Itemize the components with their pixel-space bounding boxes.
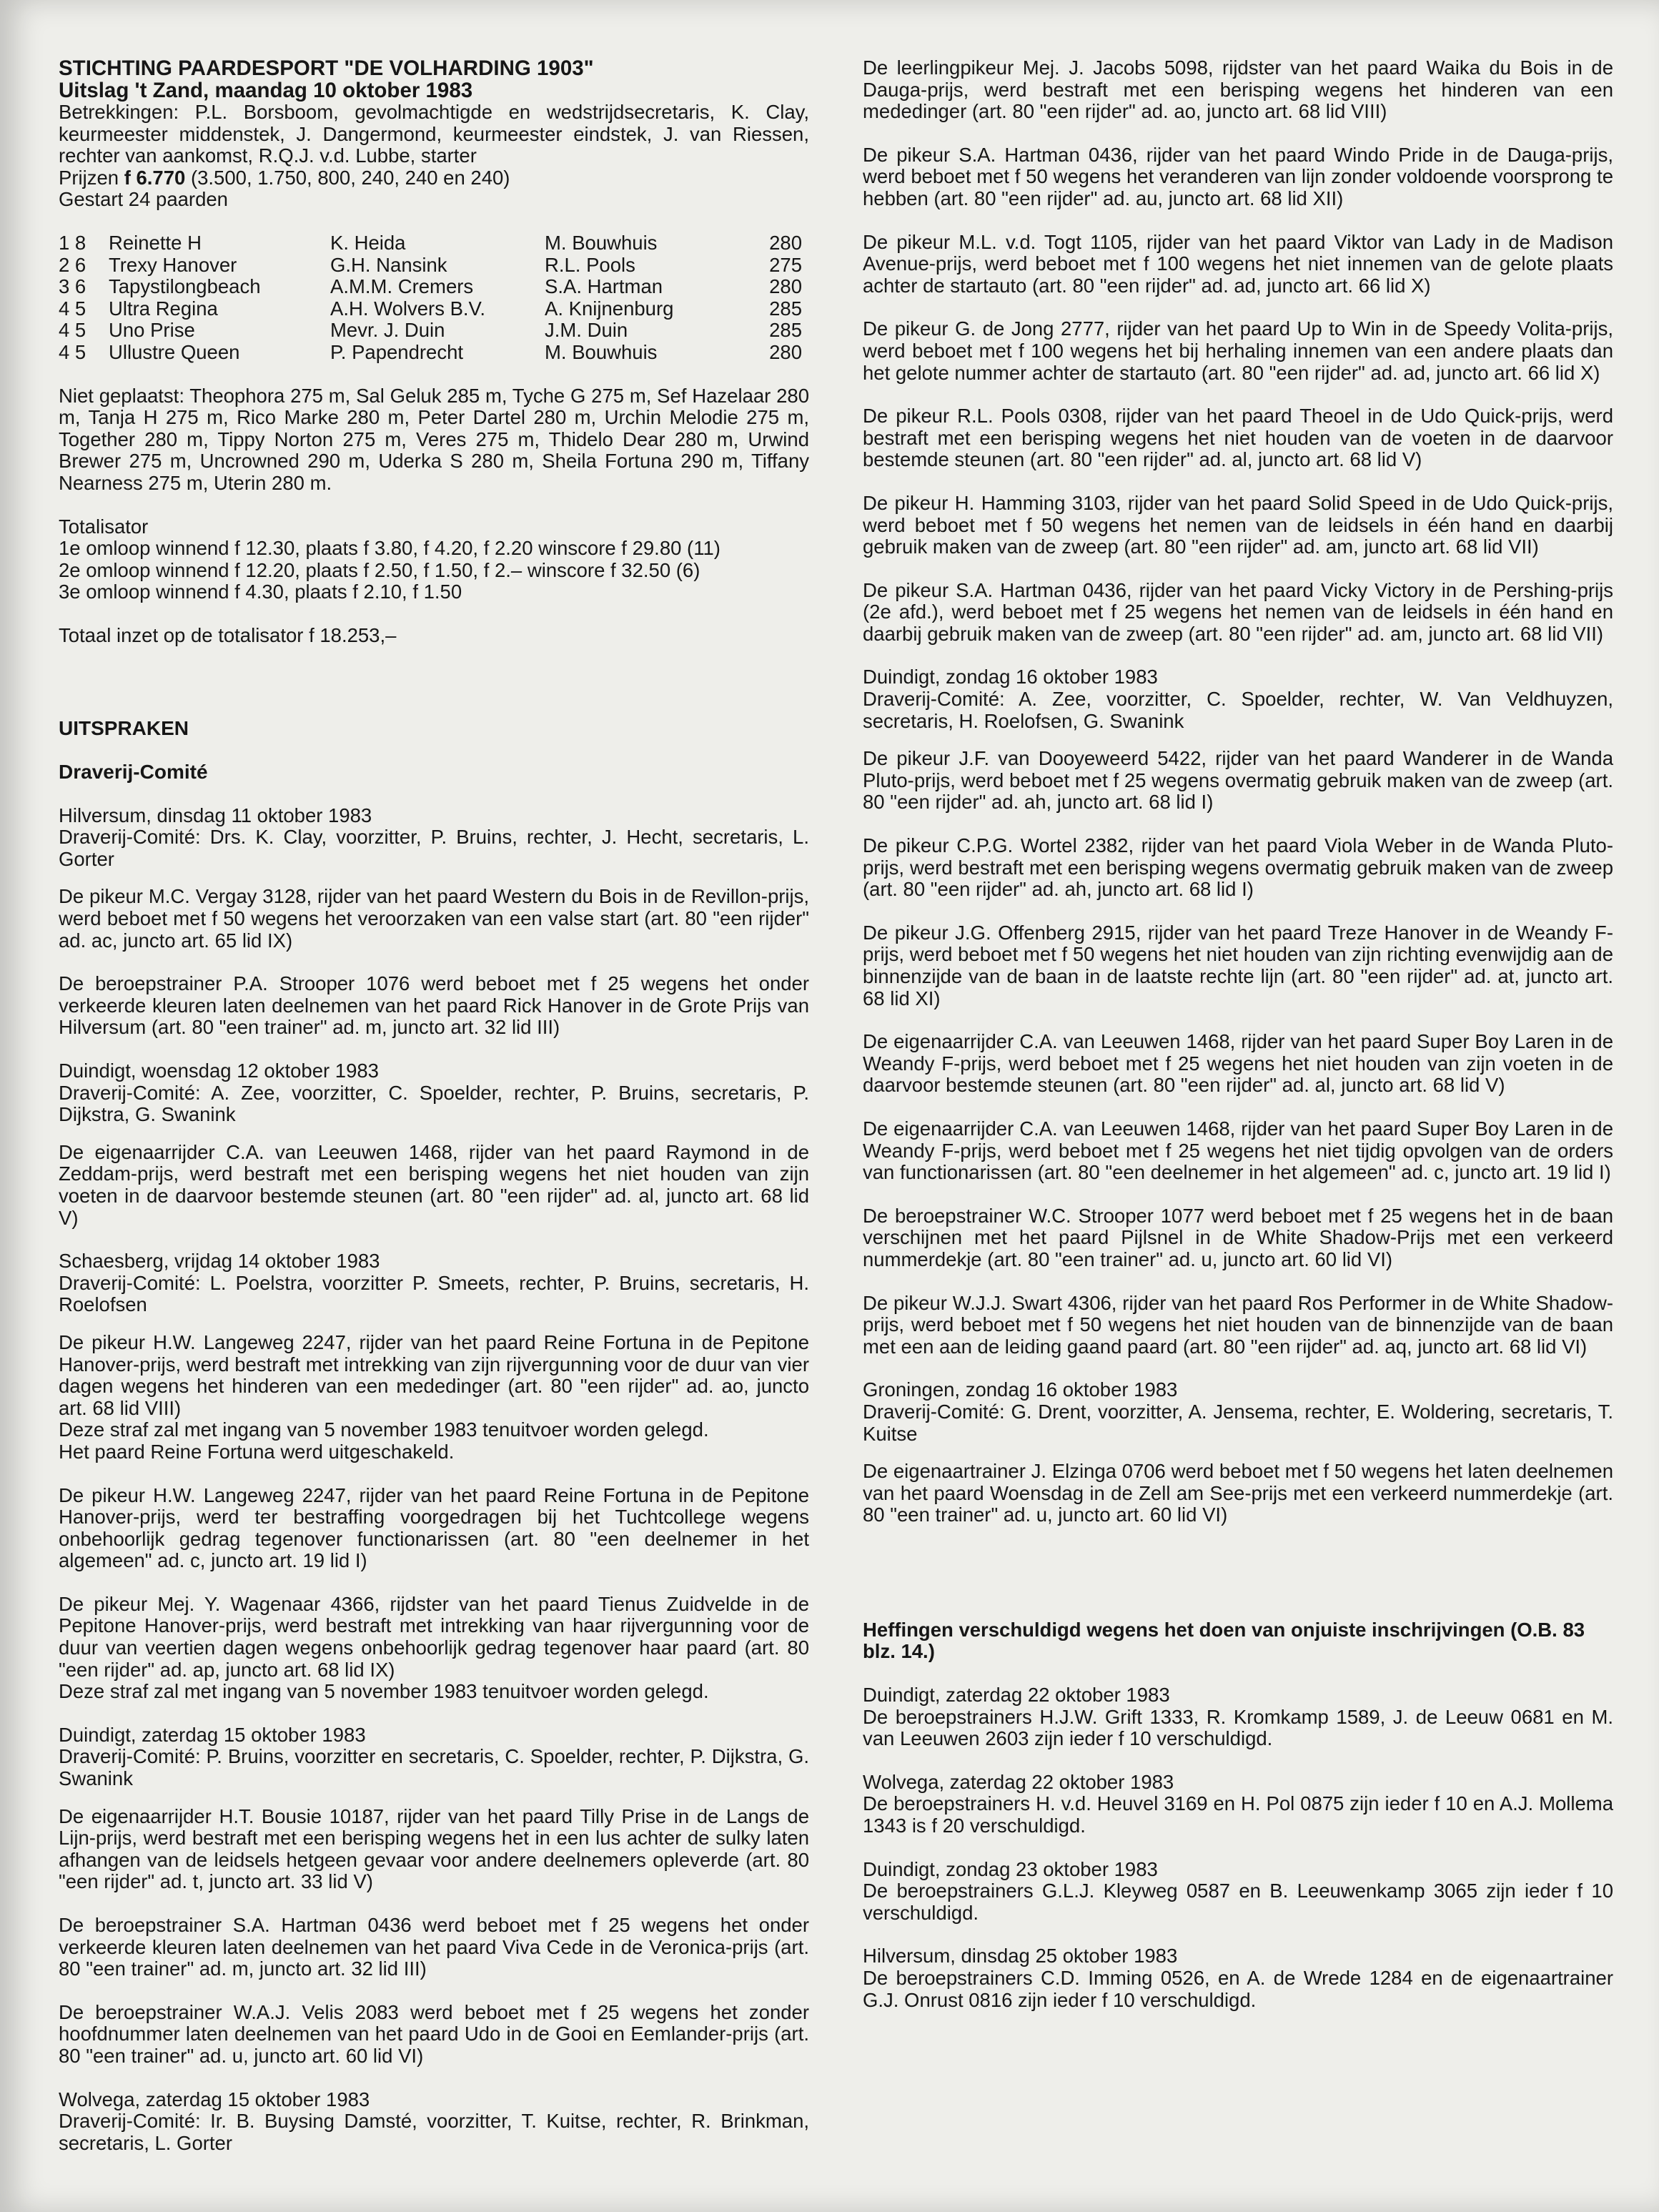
meeting-heading: Duindigt, woensdag 12 oktober 1983 bbox=[59, 1060, 379, 1082]
prijzen-detail: (3.500, 1.750, 800, 240, 240 en 240) bbox=[185, 166, 510, 189]
ruling-block bbox=[863, 318, 1613, 384]
heffing-meeting: Wolvega, zaterdag 22 oktober 1983 bbox=[863, 1770, 1174, 1793]
ruling-block bbox=[863, 1293, 1613, 1358]
ruling-block bbox=[59, 1594, 809, 1703]
meeting-block bbox=[863, 666, 1613, 732]
comite-members: Draverij-Comité: A. Zee, voorzitter, C. Spoelder, rechter, W. Van Veldhuyzen, secretaris, H. Roelofsen, G. Swanink bbox=[863, 688, 1613, 732]
ruling-block bbox=[863, 1118, 1613, 1184]
ruling-block bbox=[59, 1142, 809, 1229]
totalisator-row: 1e omloop winnend f 12.30, plaats f 3.80, f 4.20, f 2.20 winscore f 29.80 (11) bbox=[59, 537, 720, 560]
meeting-block bbox=[59, 805, 809, 871]
ruling-text: De beroepstrainer W.C. Strooper 1077 werd beboet met f 25 wegens het in de baan verschijnen met het paard Pijlsnel in de White Shadow-Prijs met een verkeerd nummerdekje (art. 80 "een trainer" ad. u, juncto art. 60 lid VI) bbox=[863, 1204, 1613, 1270]
ruling-text: De pikeur W.J.J. Swart 4306, rijder van het paard Ros Performer in de White Shadow-prijs, werd beboet met f 50 wegens het niet houden van de binnenzijde van de baan met een aan de leiding gaand paard (art. 80 "een rijder" ad. aq, juncto art. 68 lid VI) bbox=[863, 1291, 1613, 1358]
result-distance: 280 bbox=[769, 231, 802, 254]
ruling-text: De pikeur M.L. v.d. Togt 1105, rijder van het paard Viktor van Lady in de Madison Avenue-prijs, werd beboet met f 100 wegens het niet innemen van de gelote plaats achter de startauto (art. 80 "een rijder" ad. ad, juncto art. 66 lid X) bbox=[863, 230, 1613, 297]
ruling-note: Het paard Reine Fortuna werd uitgeschakeld. bbox=[59, 1440, 455, 1463]
ruling-text: De pikeur S.A. Hartman 0436, rijder van het paard Windo Pride in de Dauga-prijs, werd beboet met f 50 wegens het veranderen van lijn zonder voldoende voorsprong te hebben (art. 80 "een rijder" ad. au, juncto art. 68 lid XII) bbox=[863, 143, 1613, 209]
ruling-text: De pikeur Mej. Y. Wagenaar 4366, rijdster van het paard Tienus Zuidvelde in de Pepitone Hanover-prijs, werd bestraft met intrekking van haar rijvergunning voor de duur van veertien dagen wegens onbehoorlijk gedrag tegenover haar paard (art. 80 "een rijder" ad. ap, juncto art. 68 lid IX) bbox=[59, 1592, 809, 1681]
heffing-text: De beroepstrainers H. v.d. Heuvel 3169 en H. Pol 0875 zijn ieder f 10 en A.J. Mollema 1343 is f 20 verschuldigd. bbox=[863, 1792, 1613, 1837]
ruling-note: Deze straf zal met ingang van 5 november 1983 tenuitvoer worden gelegd. bbox=[59, 1680, 709, 1703]
totalisator-row: 3e omloop winnend f 4.30, plaats f 2.10, f 1.50 bbox=[59, 581, 462, 603]
ruling-text: De leerlingpikeur Mej. J. Jacobs 5098, rijdster van het paard Waika du Bois in de Dauga-prijs, werd bestraft met een berisping wegens het hinderen van een mededinger (art. 80 "een rijder" ad. ao, juncto art. 68 lid VIII) bbox=[863, 56, 1613, 123]
meeting-heading: Wolvega, zaterdag 15 oktober 1983 bbox=[59, 2088, 370, 2110]
ruling-block bbox=[863, 922, 1613, 1009]
ruling-text: De pikeur R.L. Pools 0308, rijder van het paard Theoel in de Udo Quick-prijs, werd bestraft met een berisping wegens het niet houden van de voeten in de daarvoor bestemde steunen (art. 80 "een rijder" ad. al, juncto art. 68 lid V) bbox=[863, 405, 1613, 471]
comite-members: Draverij-Comité: Drs. K. Clay, voorzitter, P. Bruins, rechter, J. Hecht, secretaris, L. Gorter bbox=[59, 826, 809, 870]
document-subtitle: Uitslag 't Zand, maandag 10 oktober 1983 bbox=[59, 79, 473, 102]
betrekkingen-text: Betrekkingen: P.L. Borsboom, gevolmachtigde en wedstrijdsecretaris, K. Clay, keurmeester middenstek, J. Dangermond, keurmeester eindstek, J. van Riessen, rechter van aankomst, R.Q.J. v.d. Lubbe, starter bbox=[59, 101, 809, 167]
ruling-text: De beroepstrainer P.A. Strooper 1076 werd beboet met f 25 wegens het onder verkeerde kleuren laten deelnemen van het paard Rick Hanover in de Grote Prijs van Hilversum (art. 80 "een trainer" ad. m, juncto art. 32 lid III) bbox=[59, 972, 809, 1039]
meeting-block bbox=[59, 1060, 809, 1126]
result-rider: M. Bouwhuis bbox=[545, 231, 658, 254]
result-owner: G.H. Nansink bbox=[330, 253, 447, 276]
result-owner: K. Heida bbox=[330, 231, 406, 254]
totalisator-total: Totaal inzet op de totalisator f 18.253,– bbox=[59, 623, 397, 646]
ruling-block bbox=[59, 2002, 809, 2068]
ruling-text: De pikeur J.F. van Dooyeweerd 5422, rijder van het paard Wanderer in de Wanda Pluto-prijs, werd beboet met f 25 wegens overmatig gebruik maken van de zweep (art. 80 "een rijder" ad. ah, juncto art. 68 lid I) bbox=[863, 747, 1613, 814]
heffing-meeting: Hilversum, dinsdag 25 oktober 1983 bbox=[863, 1945, 1178, 1967]
ruling-text: De pikeur G. de Jong 2777, rijder van het paard Up to Win in de Speedy Volita-prijs, werd beboet met f 100 wegens het bij herhaling innemen van een andere plaats dan het gelote nummer achter de startauto (art. 80 "een rijder" ad. ad, juncto art. 66 lid X) bbox=[863, 317, 1613, 384]
ruling-block bbox=[59, 1332, 809, 1463]
result-position: 1 8 bbox=[59, 231, 86, 254]
comite-members: Draverij-Comité: Ir. B. Buysing Damsté, voorzitter, T. Kuitse, rechter, R. Brinkman, secretaris, L. Gorter bbox=[59, 2110, 809, 2154]
heffing-meeting: Duindigt, zaterdag 22 oktober 1983 bbox=[863, 1684, 1170, 1707]
right-rulings bbox=[863, 57, 1613, 1526]
ruling-text: De eigenaartrainer J. Elzinga 0706 werd beboet met f 50 wegens het laten deelnemen van het paard Woensdag in de Zell am See-prijs met een verkeerd nummerdekje (art. 80 "een trainer" ad. u, juncto art. 60 lid VI) bbox=[863, 1460, 1613, 1526]
ruling-block bbox=[59, 886, 809, 952]
ruling-block bbox=[863, 748, 1613, 814]
ruling-text: De pikeur M.C. Vergay 3128, rijder van het paard Western du Bois in de Revillon-prijs, werd beboet met f 50 wegens het veroorzaken van een valse start (art. 80 "een rijder" ad. ac, juncto art. 65 lid IX) bbox=[59, 885, 809, 952]
meeting-heading: Schaesberg, vrijdag 14 oktober 1983 bbox=[59, 1250, 380, 1273]
prijzen-label: Prijzen bbox=[59, 166, 124, 189]
result-distance: 280 bbox=[769, 275, 802, 298]
ruling-note: Deze straf zal met ingang van 5 november 1983 tenuitvoer worden gelegd. bbox=[59, 1418, 709, 1441]
heffing-item bbox=[863, 1859, 1613, 1925]
ruling-text: De pikeur S.A. Hartman 0436, rijder van het paard Vicky Victory in de Pershing-prijs (2e afd.), werd beboet met f 25 wegens het nemen van de leidsels in één hand en daarbij gebruik maken van de zweep (art. 80 "een rijder" ad. am, juncto art. 68 lid VII) bbox=[863, 578, 1613, 645]
result-owner: A.H. Wolvers B.V. bbox=[330, 297, 486, 320]
ruling-text: De beroepstrainer S.A. Hartman 0436 werd beboet met f 25 wegens het onder verkeerde kleuren laten deelnemen van het paard Viva Cede in de Veronica-prijs (art. 80 "een trainer" ad. m, juncto art. 32 lid III) bbox=[59, 1914, 809, 1980]
result-position: 4 5 bbox=[59, 319, 86, 342]
heffing-text: De beroepstrainers G.L.J. Kleyweg 0587 en B. Leeuwenkamp 3065 zijn ieder f 10 verschuldigd. bbox=[863, 1880, 1613, 1924]
left-rulings bbox=[59, 805, 809, 2155]
ruling-block bbox=[863, 1461, 1613, 1526]
right-column bbox=[863, 57, 1613, 2033]
left-column bbox=[59, 57, 809, 2170]
meeting-heading: Duindigt, zaterdag 15 oktober 1983 bbox=[59, 1723, 366, 1746]
meeting-heading: Groningen, zondag 16 oktober 1983 bbox=[863, 1378, 1178, 1401]
document-title: STICHTING PAARDESPORT "DE VOLHARDING 1903" bbox=[59, 56, 594, 80]
result-distance: 285 bbox=[769, 297, 802, 320]
ruling-text: De beroepstrainer W.A.J. Velis 2083 werd beboet met f 25 wegens het zonder hoofdnummer laten deelnemen van het paard Udo in de Gooi en Eemlander-prijs (art. 80 "een trainer" ad. u, juncto art. 60 lid VI) bbox=[59, 2000, 809, 2067]
heffing-item bbox=[863, 1772, 1613, 1837]
totalisator-row: 2e omloop winnend f 12.20, plaats f 2.50, f 1.50, f 2.– winscore f 32.50 (6) bbox=[59, 558, 700, 581]
result-distance: 285 bbox=[769, 319, 802, 342]
results-table bbox=[59, 232, 809, 364]
heffing-text: De beroepstrainers H.J.W. Grift 1333, R. Kromkamp 1589, J. de Leeuw 0681 en M. van Leeuwen 2603 zijn ieder f 10 verschuldigd. bbox=[863, 1705, 1613, 1750]
result-position: 4 5 bbox=[59, 297, 86, 320]
ruling-text: De eigenaarrijder C.A. van Leeuwen 1468, rijder van het paard Super Boy Laren in de Weandy F-prijs, werd beboet met f 25 wegens het niet tijdig opvolgen van de orders van functionarissen (art. 80 "een deelnemer in het algemeen" ad. c, juncto art. 19 lid I) bbox=[863, 1117, 1613, 1184]
ruling-block bbox=[863, 144, 1613, 210]
result-horse: Trexy Hanover bbox=[109, 253, 237, 276]
totalisator-label: Totalisator bbox=[59, 515, 149, 538]
comite-members: Draverij-Comité: P. Bruins, voorzitter en secretaris, C. Spoelder, rechter, P. Dijkstra, G. Swanink bbox=[59, 1745, 809, 1790]
ruling-block bbox=[863, 493, 1613, 558]
comite-members: Draverij-Comité: G. Drent, voorzitter, A. Jensema, rechter, E. Woldering, secretaris, T. Kuitse bbox=[863, 1400, 1613, 1445]
ruling-text: De pikeur J.G. Offenberg 2915, rijder van het paard Treze Hanover in de Weandy F-prijs, werd beboet met f 50 wegens het niet houden van zijn richting evenwijdig aan de binnenzijde van de baan in de laatste rechte lijn (art. 80 "een rijder" ad. at, juncto art. 68 lid XI) bbox=[863, 921, 1613, 1009]
result-position: 3 6 bbox=[59, 275, 86, 298]
ruling-text: De pikeur H. Hamming 3103, rijder van het paard Solid Speed in de Udo Quick-prijs, werd beboet met f 50 wegens het nemen van de leidsels in één hand en daarbij gebruik maken van de zweep (art. 80 "een rijder" ad. am, juncto art. 68 lid VII) bbox=[863, 491, 1613, 558]
ruling-block bbox=[59, 1915, 809, 1980]
meeting-heading: Duindigt, zondag 16 oktober 1983 bbox=[863, 666, 1158, 688]
result-horse: Ullustre Queen bbox=[109, 340, 240, 363]
ruling-text: De eigenaarrijder C.A. van Leeuwen 1468, rijder van het paard Raymond in de Zeddam-prijs, werd bestraft met een berisping wegens het niet houden van zijn voeten in de daarvoor bestemde steunen (art. 80 "een rijder" ad. al, juncto art. 68 lid V) bbox=[59, 1140, 809, 1229]
ruling-block bbox=[59, 973, 809, 1039]
meeting-block bbox=[59, 2089, 809, 2155]
result-owner: A.M.M. Cremers bbox=[330, 275, 474, 298]
prijzen-line bbox=[59, 167, 809, 189]
prijzen-amount: f 6.770 bbox=[124, 166, 186, 189]
result-distance: 275 bbox=[769, 253, 802, 276]
ruling-text: De eigenaarrijder C.A. van Leeuwen 1468, rijder van het paard Super Boy Laren in de Weandy F-prijs, werd beboet met f 25 wegens het niet houden van zijn voeten in de daarvoor bestemde steunen (art. 80 "een rijder" ad. al, juncto art. 68 lid V) bbox=[863, 1030, 1613, 1097]
result-position: 2 6 bbox=[59, 253, 86, 276]
ruling-text: De pikeur C.P.G. Wortel 2382, rijder van het paard Viola Weber in de Wanda Pluto-prijs, werd bestraft met een berisping wegens overmatig gebruik maken van de zweep (art. 80 "een rijder" ad. ah, juncto art. 68 lid I) bbox=[863, 834, 1613, 901]
heffing-text: De beroepstrainers C.D. Imming 0526, en A. de Wrede 1284 en de eigenaartrainer G.J. Onrust 0816 zijn ieder f 10 verschuldigd. bbox=[863, 1967, 1613, 2011]
meeting-block bbox=[863, 1379, 1613, 1445]
heffing-meeting: Duindigt, zondag 23 oktober 1983 bbox=[863, 1857, 1158, 1880]
gestart-line: Gestart 24 paarden bbox=[59, 188, 228, 211]
ruling-block bbox=[863, 57, 1613, 123]
ruling-block bbox=[863, 835, 1613, 901]
ruling-block bbox=[59, 1485, 809, 1572]
ruling-text: De eigenaarrijder H.T. Bousie 10187, rijder van het paard Tilly Prise in de Langs de Lijn-prijs, werd bestraft met een berisping wegens het in een lus achter de sulky laten afhangen van de leidsels hetgeen gevaar voor andere deelnemers opleverde (art. 80 "een rijder" ad. t, juncto art. 33 lid V) bbox=[59, 1804, 809, 1893]
result-rider: M. Bouwhuis bbox=[545, 340, 658, 363]
ruling-text: De pikeur H.W. Langeweg 2247, rijder van het paard Reine Fortuna in de Pepitone Hanover-prijs, werd bestraft met intrekking van zijn rijvergunning voor de duur van vier dagen wegens het hinderen van een mededinger (art. 80 "een rijder" ad. ao, juncto art. 68 lid VIII) bbox=[59, 1330, 809, 1419]
comite-members: Draverij-Comité: A. Zee, voorzitter, C. Spoelder, rechter, P. Bruins, secretaris, P. Dijkstra, G. Swanink bbox=[59, 1081, 809, 1126]
ruling-block bbox=[863, 232, 1613, 297]
uitspraken-subtitle: Draverij-Comité bbox=[59, 761, 208, 784]
result-rider: R.L. Pools bbox=[545, 253, 635, 276]
meeting-heading: Hilversum, dinsdag 11 oktober 1983 bbox=[59, 804, 372, 826]
meeting-block bbox=[59, 1250, 809, 1316]
heffing-item bbox=[863, 1684, 1613, 1750]
ruling-block bbox=[863, 405, 1613, 471]
ruling-block bbox=[863, 580, 1613, 646]
ruling-block bbox=[59, 1806, 809, 1893]
heffingen-list bbox=[863, 1684, 1613, 2011]
result-rider: A. Knijnenburg bbox=[545, 297, 674, 320]
ruling-text: De pikeur H.W. Langeweg 2247, rijder van het paard Reine Fortuna in de Pepitone Hanover-prijs, werd ter bestraffing voorgedragen bij het Tuchtcollege wegens onbehoorlijk gedrag tegenover functionarissen (art. 80 "een deelnemer in het algemeen" ad. c, juncto art. 19 lid I) bbox=[59, 1483, 809, 1572]
heffing-item bbox=[863, 1945, 1613, 2011]
result-horse: Tapystilongbeach bbox=[109, 275, 261, 298]
result-rider: J.M. Duin bbox=[545, 319, 628, 342]
uitspraken-title: UITSPRAKEN bbox=[59, 717, 189, 740]
result-horse: Reinette H bbox=[109, 231, 202, 254]
meeting-block bbox=[59, 1724, 809, 1790]
result-horse: Ultra Regina bbox=[109, 297, 218, 320]
result-position: 4 5 bbox=[59, 340, 86, 363]
heffingen-title: Heffingen verschuldigd wegens het doen van onjuiste inschrijvingen (O.B. 83 blz. 14.) bbox=[863, 1618, 1585, 1663]
result-horse: Uno Prise bbox=[109, 319, 195, 342]
result-owner: P. Papendrecht bbox=[330, 340, 464, 363]
result-rider: S.A. Hartman bbox=[545, 275, 663, 298]
result-distance: 280 bbox=[769, 340, 802, 363]
niet-geplaatst-text: Niet geplaatst: Theophora 275 m, Sal Geluk 285 m, Tyche G 275 m, Sef Hazelaar 280 m, Tanja H 275 m, Rico Marke 280 m, Peter Dartel 280 m, Urchin Melodie 275 m, Together 280 m, Tippy Norton 275 m, Veres 275 m, Thidelo Dear 280 m, Urwind Brewer 275 m, Uncrowned 290 m, Uderka S 280 m, Sheila Fortuna 290 m, Tiffany Nearness 275 m, Uterin 280 m. bbox=[59, 384, 809, 494]
result-owner: Mevr. J. Duin bbox=[330, 319, 445, 342]
comite-members: Draverij-Comité: L. Poelstra, voorzitter P. Smeets, rechter, P. Bruins, secretaris, H. Roelofsen bbox=[59, 1271, 809, 1316]
totalisator-rows bbox=[59, 538, 809, 603]
ruling-block bbox=[863, 1205, 1613, 1271]
ruling-block bbox=[863, 1031, 1613, 1097]
